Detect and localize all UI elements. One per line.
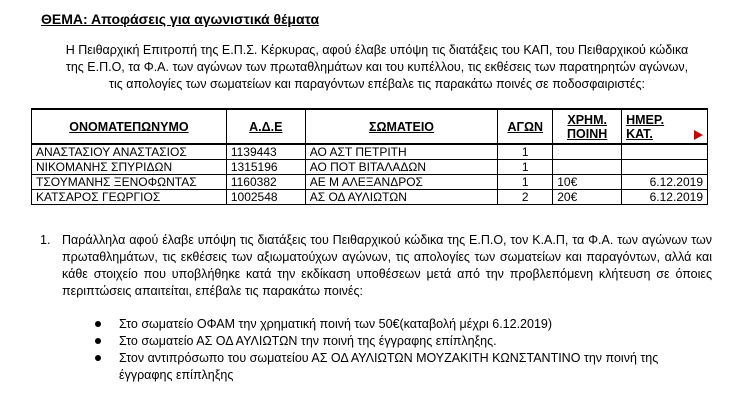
header-name: ΟΝΟΜΑΤΕΠΩΝΥΜΟ: [32, 109, 227, 144]
cell-adt: 1315196: [226, 160, 305, 175]
header-adt: Α.Δ.Ε: [226, 109, 305, 144]
cell-fine: [553, 160, 622, 175]
cell-name: ΤΣΟΥΜΑΝΗΣ ΞΕΝΟΦΩΝΤΑΣ: [32, 175, 227, 190]
cell-name: ΑΝΑΣΤΑΣΙΟΥ ΑΝΑΣΤΑΣΙΟΣ: [32, 144, 227, 160]
intro-paragraph: [37, 42, 717, 93]
cell-adt: 1160382: [226, 175, 305, 190]
cell-date: [622, 144, 708, 160]
cell-date: [622, 160, 708, 175]
header-club: ΣΩΜΑΤΕΙΟ: [305, 109, 498, 144]
header-fine-line1: ΧΡΗΜ.: [567, 112, 607, 127]
bullet-list: [95, 316, 715, 384]
bullet-icon: [95, 338, 101, 344]
document-heading: ΘΕΜΑ: Αποφάσεις για αγωνιστικά θέματα: [41, 11, 320, 27]
bullet-icon: [95, 321, 101, 327]
cell-date: 6.12.2019: [622, 175, 708, 190]
cell-adt: 1139443: [226, 144, 305, 160]
red-arrow-icon: [694, 130, 703, 140]
list-item: [95, 333, 715, 350]
paragraph-text: Παράλληλα αφού έλαβε υπόψη τις διατάξεις του Πειθαρχικού κώδικα της Ε.Π.Ο, τον Κ.Α.Π, τα Φ.Α. των αγώνων των πρωταθλημάτων, τις εκθέσεις των αξιωματούχων αγώνων, τις απολογίες των σωματείων και παραγόντων, αλλά και κάθε στοιχείο που υποβλήθηκε κατά την εκδίκαση υποθέσεων μετά από την προβλεπόμενη κλήτευση σε όποιες περιπτώσεις απαιτείται, επέβαλε τις παρακάτω ποινές:: [62, 233, 712, 298]
list-item-text: Στον αντιπρόσωπο του σωματείου ΑΣ ΟΔ ΑΥΛΙΩΤΩΝ ΜΟΥΖΑΚΙΤΗ ΚΩΝΣΤΑΝΤΙΝΟ την ποινή της έγγραφης επίπληξης: [119, 351, 659, 382]
cell-fine: [553, 144, 622, 160]
cell-club: ΑΟ ΑΣΤ ΠΕΤΡΙΤΗ: [305, 144, 498, 160]
intro-line: της Ε.Π.Ο, τα Φ.Α. των αγώνων των πρωταθλημάτων και του κυπέλλου, τις εκθέσεις των παρατηρητών αγώνων,: [65, 60, 689, 74]
cell-club: ΑΕ Μ ΑΛΕΞΑΝΔΡΟΣ: [305, 175, 498, 190]
list-item: [95, 350, 715, 384]
numbered-paragraph: [40, 232, 712, 300]
table-row: [32, 144, 708, 160]
header-date-line2: ΚΑΤ.: [626, 126, 653, 141]
cell-club: ΑΣ ΟΔ ΑΥΛΙΩΤΩΝ: [305, 190, 498, 205]
table-row: [32, 175, 708, 190]
table-row: [32, 190, 708, 205]
cell-date: 6.12.2019: [622, 190, 708, 205]
cell-name: ΚΑΤΣΑΡΟΣ ΓΕΩΡΓΙΟΣ: [32, 190, 227, 205]
header-date-line1: ΗΜΕΡ.: [626, 112, 665, 127]
cell-fine: 20€: [553, 190, 622, 205]
list-item: [95, 316, 715, 333]
penalties-table: [31, 108, 708, 205]
cell-name: ΝΙΚΟΜΑΝΗΣ ΣΠΥΡΙΔΩΝ: [32, 160, 227, 175]
cell-matches: 2: [498, 190, 553, 205]
list-item-text: Στο σωματείο ΑΣ ΟΔ ΑΥΛΙΩΤΩΝ την ποινή της έγγραφης επίπληξης.: [119, 334, 497, 348]
cell-matches: 1: [498, 175, 553, 190]
header-fine-line2: ΠΟΙΝΗ: [567, 126, 608, 141]
intro-line: Η Πειθαρχική Επιτροπή της Ε.Π.Σ. Κέρκυρας, αφού έλαβε υπόψη τις διατάξεις του ΚΑΠ, του Πειθαρχικού κώδικα: [65, 43, 689, 57]
table-header-row: [32, 109, 708, 144]
cell-fine: 10€: [553, 175, 622, 190]
cell-adt: 1002548: [226, 190, 305, 205]
cell-matches: 1: [498, 144, 553, 160]
paragraph-number: 1.: [40, 233, 51, 247]
cell-club: ΑΟ ΠΟΤ ΒΙΤΑΛΑΔΩΝ: [305, 160, 498, 175]
cell-matches: 1: [498, 160, 553, 175]
header-date: [622, 109, 708, 144]
bullet-icon: [95, 355, 101, 361]
intro-line: τις απολογίες των σωματείων και παραγόντων επέβαλε τις παρακάτω ποινές σε ποδοσφαιριστές:: [109, 77, 645, 91]
list-item-text: Στο σωματείο ΟΦΑΜ την χρηματική ποινή των 50€(καταβολή μέχρι 6.12.2019): [119, 317, 553, 331]
header-fine: [553, 109, 622, 144]
table-row: [32, 160, 708, 175]
header-matches: ΑΓΩΝ: [498, 109, 553, 144]
